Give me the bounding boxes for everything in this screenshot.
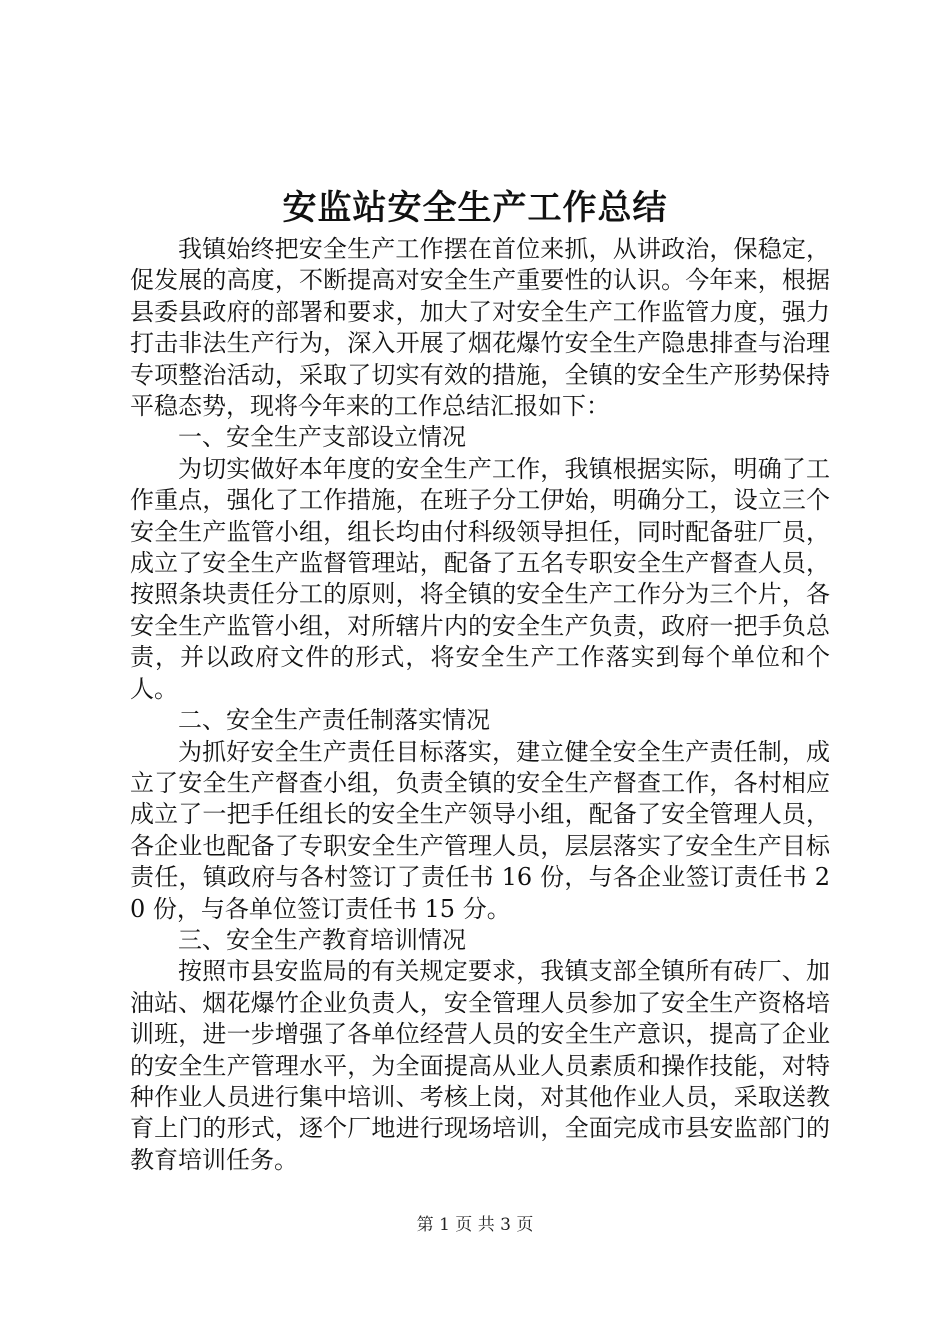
section-heading: 二、安全生产责任制落实情况 xyxy=(178,706,490,735)
page-number-footer: 第 1 页 共 3 页 xyxy=(416,1215,534,1235)
document-title: 安监站安全生产工作总结 xyxy=(282,188,668,228)
section-heading: 一、安全生产支部设立情况 xyxy=(178,423,466,452)
section-paragraph: 按照市县安监局的有关规定要求，我镇支部全镇所有砖厂、加油站、烟花爆竹企业负责人，安全管理人员参加了安全生产资格培训班，进一步增强了各单位经营人员的安全生产意识，提高了企业的安全生产管理水平，为全面提高从业人员素质和操作技能，对特种作业人员进行集中培训、考核上岗，对其他作业人员，采取送教育上门的形式，逐个厂地进行现场培训，全面完成市县安监部门的教育培训任务。 xyxy=(130,957,830,1174)
section-paragraph: 为切实做好本年度的安全生产工作，我镇根据实际，明确了工作重点，强化了工作措施，在班子分工伊始，明确分工，设立三个安全生产监管小组，组长均由付科级领导担任，同时配备驻厂员，成立了安全生产监督管理站，配备了五名专职安全生产督查人员，按照条块责任分工的原则，将全镇的安全生产工作分为三个片，各安全生产监管小组，对所辖片内的安全生产负责，政府一把手负总责，并以政府文件的形式，将安全生产工作落实到每个单位和个人。 xyxy=(130,454,830,703)
intro-paragraph: 我镇始终把安全生产工作摆在首位来抓，从讲政治，保稳定，促发展的高度，不断提高对安全生产重要性的认识。今年来，根据县委县政府的部署和要求，加大了对安全生产工作监管力度，强力打击非法生产行为，深入开展了烟花爆竹安全生产隐患排查与治理专项整治活动，采取了切实有效的措施，全镇的安全生产形势保持平稳态势，现将今年来的工作总结汇报如下： xyxy=(130,235,830,421)
section-paragraph: 为抓好安全生产责任目标落实，建立健全安全生产责任制，成立了安全生产督查小组，负责全镇的安全生产督查工作，各村相应成立了一把手任组长的安全生产领导小组，配备了安全管理人员，各企业也配备了专职安全生产管理人员，层层落实了安全生产目标责任，镇政府与各村签订了责任书 16 份，与各企业签订责任书 20 份，与各单位签订责任书 15 分。 xyxy=(130,737,830,923)
section-heading: 三、安全生产教育培训情况 xyxy=(178,925,466,954)
document-body xyxy=(130,234,830,1176)
